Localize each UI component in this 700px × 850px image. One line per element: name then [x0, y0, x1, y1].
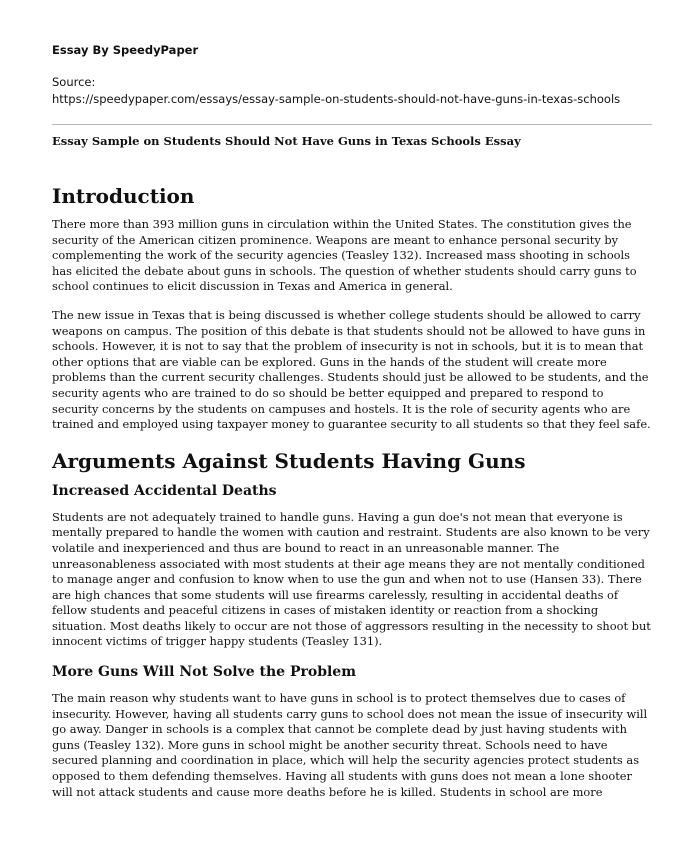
site-header — [52, 42, 652, 108]
header-divider — [52, 124, 652, 125]
paragraph: Students are not adequately trained to handle guns. Having a gun doe's not mean that everyone is mentally prepared to handle the women with caution and restraint. Students are also known to be very volatile and inexperienced and thus are bound to react in an unreasonable manner. The unreasonableness associated with most students at their age means they are not mentally conditioned to manage anger and confusion to know when to use the gun and when not to use (Hansen 33). There are high chances that some students will use firearms carelessly, resulting in accidental deaths of fellow students and peaceful citizens in cases of mistaken identity or reaction from a shocking situation. Most deaths likely to occur are not those of aggressors resulting in the necessity to shoot but innocent victims of trigger happy students (Teasley 131). — [52, 509, 651, 649]
essay-title: Essay Sample on Students Should Not Have Guns in Texas Schools Essay — [52, 134, 521, 148]
paragraph: The main reason why students want to have guns in school is to protect themselves due to cases of insecurity. However, having all students carry guns to school does not mean the issue of insecurity will go away. Danger in schools is a complex that cannot be complete dead by just having students with guns (Teasley 132). More guns in school might be another security threat. Schools need to have secured planning and coordination in place, which will help the security agencies protect students as opposed to them defending themselves. Having all students with guns does not mean a lone shooter will not attack students and cause more deaths before he is killed. Students in school are more — [52, 691, 648, 799]
subsection-heading-accidental-deaths: Increased Accidental Deaths — [52, 482, 277, 499]
source-url[interactable]: https://speedypaper.com/essays/essay-sample-on-students-should-not-have-guns-in-texas-schools — [52, 92, 621, 106]
paragraph: The new issue in Texas that is being discussed is whether college students should be allowed to carry weapons on campus. The position of this debate is that students should not be allowed to have guns in schools. However, it is not to say that the problem of insecurity is not in schools, but it is to mean that other options that are viable can be explored. Guns in the hands of the student will create more problems than the current security challenges. Students should just be allowed to be students, and the security agents who are trained to do so should be better equipped and prepared to respond to security concerns by the students on campuses and hostels. It is the role of security agents who are trained and employed using taxpayer money to guarantee security to all students so that they feel safe. — [52, 307, 651, 432]
section-heading-arguments: Arguments Against Students Having Guns — [52, 448, 526, 473]
subsection-heading-more-guns: More Guns Will Not Solve the Problem — [52, 664, 357, 681]
brand-label: Essay By SpeedyPaper — [52, 43, 199, 57]
source-label: Source: — [52, 75, 96, 89]
section-heading-introduction: Introduction — [52, 184, 195, 208]
paragraph: There more than 393 million guns in circulation within the United States. The constitution gives the security of the American citizen prominence. Weapons are meant to enhance personal security by complementing the work of the security agencies (Teasley 132). Increased mass shooting in schools has elicited the debate about guns in schools. The question of whether students should carry guns to school continues to elicit discussion in Texas and America in general. — [52, 217, 637, 294]
